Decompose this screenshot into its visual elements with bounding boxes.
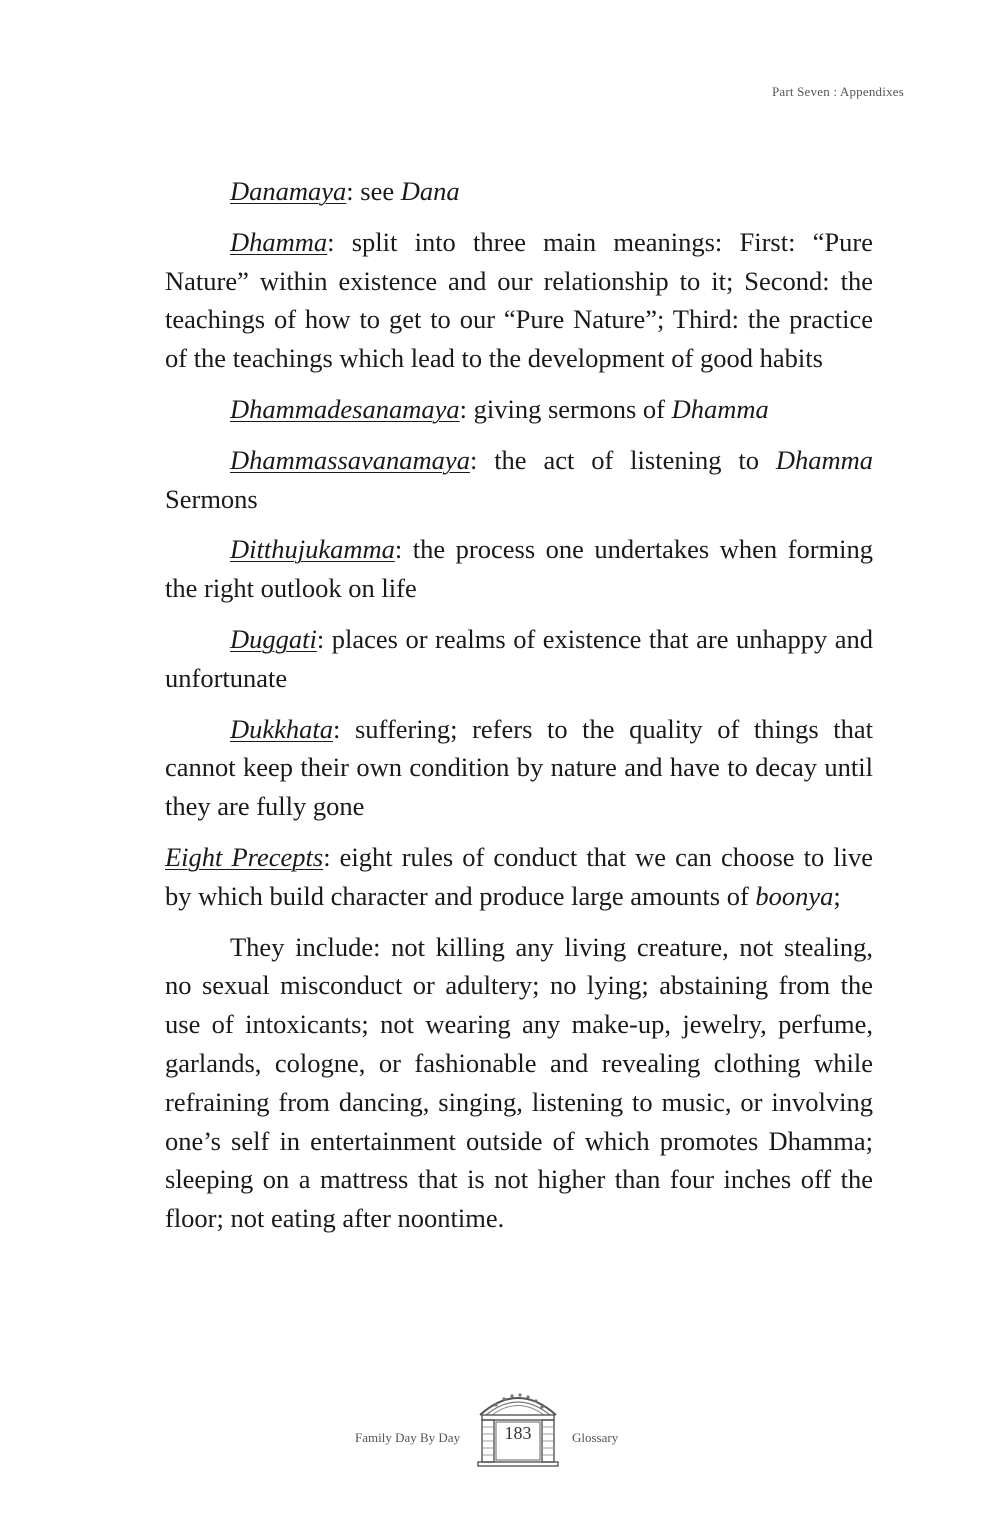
glossary-term: Danamaya: [230, 176, 347, 206]
entry-italic-ref: boonya: [755, 880, 834, 911]
entry-italic-ref: Dhamma: [671, 393, 769, 424]
footer-section: Glossary: [572, 1430, 619, 1445]
entry-separator: :: [327, 226, 352, 257]
glossary-term: Dukkhata: [230, 713, 334, 744]
glossary-term: Ditthujukamma: [230, 534, 395, 565]
glossary-term: Dhamma: [230, 226, 328, 257]
precepts-paragraph: They include: not killing any living creature, not stealing, no sexual misconduct or adultery; no lying; abstaining from the use of intoxicants; not wearing any make-up, jewelry, perfume, garlands, cologne, or fashionable and revealing clothing while refraining from dancing, singing, listening to music, or involving one’s self in entertainment outside of which promotes Dhamma; sleeping on a mattress that is not higher than four inches off the floor; not eating after noontime.: [165, 931, 873, 1234]
page-number: 183: [504, 1423, 532, 1443]
glossary-term: Dhammadesanamaya: [230, 393, 460, 424]
entry-tail: Sermons: [165, 483, 258, 514]
glossary-term: Duggati: [230, 623, 317, 654]
entry-separator: :: [323, 841, 340, 872]
glossary-entry: [165, 620, 873, 698]
entry-definition: the process one undertakes when forming the right outlook on life: [165, 534, 874, 604]
glossary-term: Eight Precepts: [165, 841, 324, 872]
glossary-entry: [165, 390, 873, 429]
glossary-entry: [165, 838, 873, 916]
glossary-content: [165, 172, 873, 1250]
running-header: Part Seven : Appendixes: [771, 84, 904, 99]
glossary-term: Dhammassavanamaya: [230, 444, 470, 475]
entry-separator: : the act of listening to: [469, 444, 776, 475]
entry-italic-ref: Dana: [400, 176, 460, 206]
entry-separator: : giving sermons of: [459, 393, 672, 424]
glossary-entry: [165, 441, 873, 519]
entry-definition: suffering; refers to the quality of things that cannot keep their own condition by nature and have to decay until they are fully gone: [165, 713, 873, 822]
entry-italic-ref: Dhamma: [775, 444, 873, 475]
entry-tail: ;: [833, 880, 841, 911]
entry-definition: split into three main meanings: First: “Pure Nature” within existence and our relationship to it; Second: the teachings of how to get to our “Pure Nature”; Third: the practice of the teachings which lead to the development of good habits: [165, 226, 873, 374]
footer-book-title: Family Day By Day: [355, 1430, 461, 1445]
glossary-entry: [165, 530, 873, 608]
glossary-entry: [165, 172, 873, 211]
page-footer: [0, 1385, 1000, 1475]
entry-definition: places or realms of existence that are unhappy and unfortunate: [165, 623, 873, 693]
glossary-entry: [165, 710, 873, 826]
entry-separator: :: [394, 534, 413, 565]
entry-definition: eight rules of conduct that we can choose to live by which build character and produce large amounts of: [165, 841, 873, 911]
entry-separator: :: [333, 713, 355, 744]
glossary-entry: [165, 223, 873, 378]
entry-separator: : see: [346, 176, 401, 206]
entry-separator: :: [316, 623, 332, 654]
